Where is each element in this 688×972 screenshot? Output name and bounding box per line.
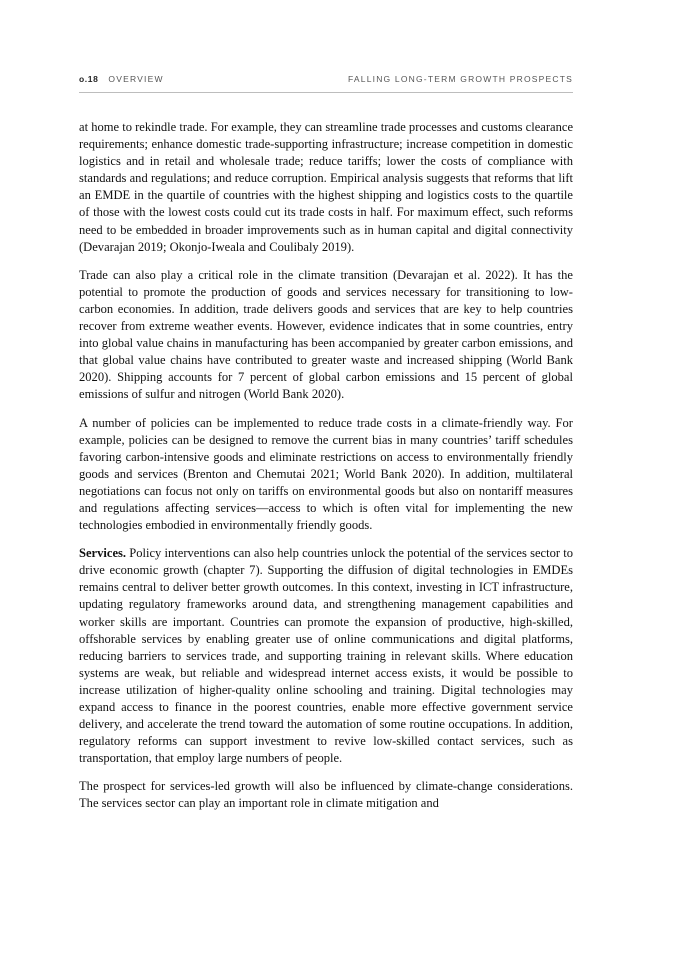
section-label: OVERVIEW bbox=[108, 74, 164, 84]
paragraph-text: Policy interventions can also help countries unlock the potential of the services sector to drive economic growth (chapter 7). Supporting the diffusion of digital technologies in EMDEs remains central to deliver better growth outcomes. In this context, investing in ICT infrastructure, updating regulatory frameworks around data, and strengthening management capabilities and worker skills are important. Countries can promote the expansion of productive, high-skilled, offshorable services by enabling greater use of online communications and digital platforms, reducing barriers to services trade, and supporting training in relevant skills. Where education systems are weak, but reliable and widespread internet access exists, it would be possible to increase utilization of higher-quality online schooling and training. Digital technologies may expand access to finance in the poorest countries, enable more effective government service delivery, and accelerate the trend toward the automation of some routine occupations. In addition, regulatory reforms can support investment to revive low-skilled contact services, such as transportation, that employ large numbers of people. bbox=[79, 546, 573, 766]
paragraph-text: Trade can also play a critical role in the climate transition (Devarajan et al. 2022). It has the potential to promote the production of goods and services necessary for transitioning to low-carbon economies. In addition, trade delivers goods and services that are key to help countries recover from extreme weather events. However, evidence indicates that in some countries, entry into global value chains in manufacturing has been accompanied by greater carbon emissions, and that global value chains have contributed to greater waste and increased shipping (World Bank 2020). Shipping accounts for 7 percent of global carbon emissions and 15 percent of global emissions of sulfur and nitrogen (World Bank 2020). bbox=[79, 267, 573, 402]
body-text bbox=[79, 119, 573, 824]
paragraph-services bbox=[79, 545, 573, 767]
paragraph-lead: Services. bbox=[79, 546, 127, 561]
paragraph-text: A number of policies can be implemented to reduce trade costs in a climate-friendly way. For example, policies can be designed to remove the current bias in many countries’ tariff schedules favoring carbon-intensive goods and eliminate restrictions on access to environmentally friendly goods and services (Brenton and Chemutai 2021; World Bank 2020). In addition, multilateral negotiations can focus not only on tariffs on environmental goods but also on nontariff measures and regulations affecting services—access to which is often vital for implementing the new technologies embodied in environmentally friendly goods. bbox=[79, 415, 573, 533]
paragraph-climate-friendly-policies bbox=[79, 415, 573, 535]
paragraph-trade-climate bbox=[79, 267, 573, 404]
page-number: o.18 bbox=[79, 74, 99, 84]
paragraph-services-climate bbox=[79, 778, 573, 812]
running-header bbox=[79, 73, 573, 85]
header-divider bbox=[79, 92, 573, 93]
paragraph-trade-reforms bbox=[79, 119, 573, 256]
paragraph-text: at home to rekindle trade. For example, they can streamline trade processes and customs clearance requirements; enhance domestic trade-supporting infrastructure; increase competition in domestic logistics and in retail and wholesale trade; reduce tariffs; lower the costs of compliance with standards and regulations; and reduce corruption. Empirical analysis suggests that reforms that lift an EMDE in the quartile of countries with the highest shipping and logistics costs to the quartile of those with the lowest costs could cut its trade costs in half. For maximum effect, such reforms need to be embedded in broader improvements such as in human capital and digital connectivity (Devarajan 2019; Okonjo-Iweala and Coulibaly 2019). bbox=[79, 120, 574, 254]
chapter-title: FALLING LONG-TERM GROWTH PROSPECTS bbox=[348, 74, 573, 84]
paragraph-text: The prospect for services-led growth will also be influenced by climate-change considerations. The services sector can play an important role in climate mitigation and bbox=[79, 779, 573, 811]
